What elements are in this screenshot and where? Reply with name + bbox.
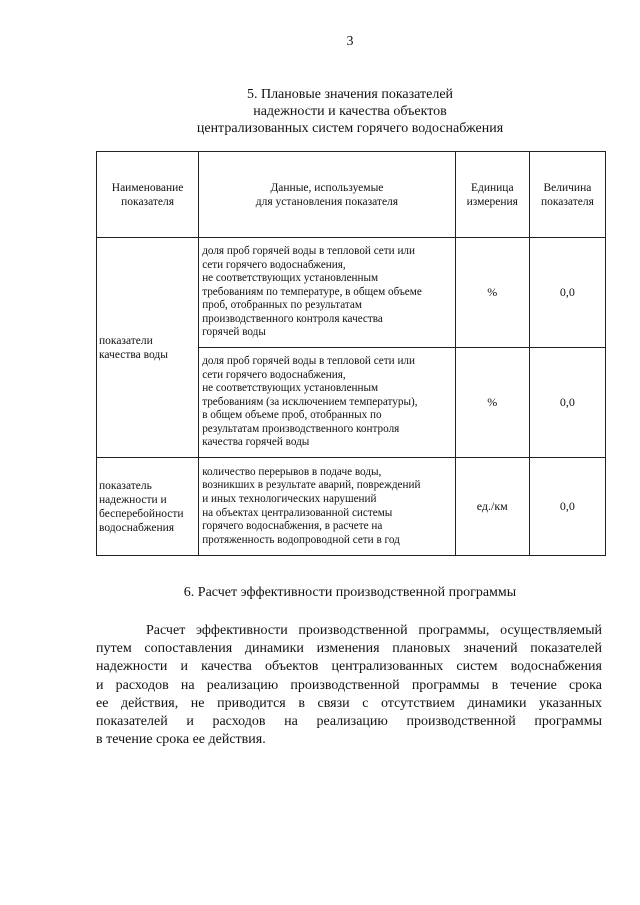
unit-cell: %	[455, 348, 529, 458]
table-row	[97, 238, 606, 348]
section-5-title	[150, 86, 550, 137]
paragraph-line: показателей и расходов на реализацию производственной программы	[96, 714, 602, 730]
paragraph-line: надежности и качества объектов централизованных систем водоснабжения	[96, 659, 602, 675]
page-number: 3	[346, 34, 354, 49]
source-data-cell: доля проб горячей воды в тепловой сети или сети горячего водоснабжения, не соответствующих установленным требованиям по температуре, в общем объеме проб, отобранных по результатам производственного контроля качества горячей воды	[199, 238, 456, 348]
value-cell: 0,0	[529, 458, 605, 556]
section-6-title: 6. Расчет эффективности производственной программы	[183, 585, 517, 600]
section-5-title-line: 5. Плановые значения показателей	[246, 87, 454, 102]
section-6-paragraph	[96, 622, 602, 749]
table-header-row	[97, 152, 606, 238]
table-row	[97, 458, 606, 556]
unit-cell: %	[455, 238, 529, 348]
section-5-title-line: централизованных систем горячего водоснабжения	[196, 121, 504, 136]
indicator-name-water-quality: показатели качества воды	[97, 238, 199, 458]
header-unit: Единица измерения	[455, 152, 529, 238]
value-cell: 0,0	[529, 238, 605, 348]
indicator-name-reliability: показатель надежности и бесперебойности водоснабжения	[97, 458, 199, 556]
paragraph-line: и расходов на реализацию производственной программы в течение срока	[96, 677, 602, 693]
paragraph-line: Расчет эффективности производственной программы, осуществляемый	[146, 623, 602, 638]
indicators-table	[96, 151, 606, 556]
paragraph-line: в течение срока ее действия.	[96, 732, 266, 748]
value-cell: 0,0	[529, 348, 605, 458]
header-value: Величина показателя	[529, 152, 605, 238]
section-5-title-line: надежности и качества объектов	[253, 104, 447, 119]
header-indicator-name: Наименование показателя	[97, 152, 199, 238]
source-data-cell: доля проб горячей воды в тепловой сети или сети горячего водоснабжения, не соответствующих установленным требованиям (за исключением температуры), в общем объеме проб, отобранных по результатам производственного контроля качества горячей воды	[199, 348, 456, 458]
unit-cell: ед./км	[455, 458, 529, 556]
paragraph-line: ее действия, не приводится в связи с отсутствием динамики указанных	[96, 695, 602, 711]
paragraph-line: путем сопоставления динамики изменения плановых значений показателей	[96, 641, 602, 657]
source-data-cell: количество перерывов в подаче воды, возникших в результате аварий, повреждений и иных технологических нарушений на объектах централизованной системы горячего водоснабжения, в расчете на протяженность водопроводной сети в год	[199, 458, 456, 556]
header-source-data: Данные, используемые для установления показателя	[199, 152, 456, 238]
